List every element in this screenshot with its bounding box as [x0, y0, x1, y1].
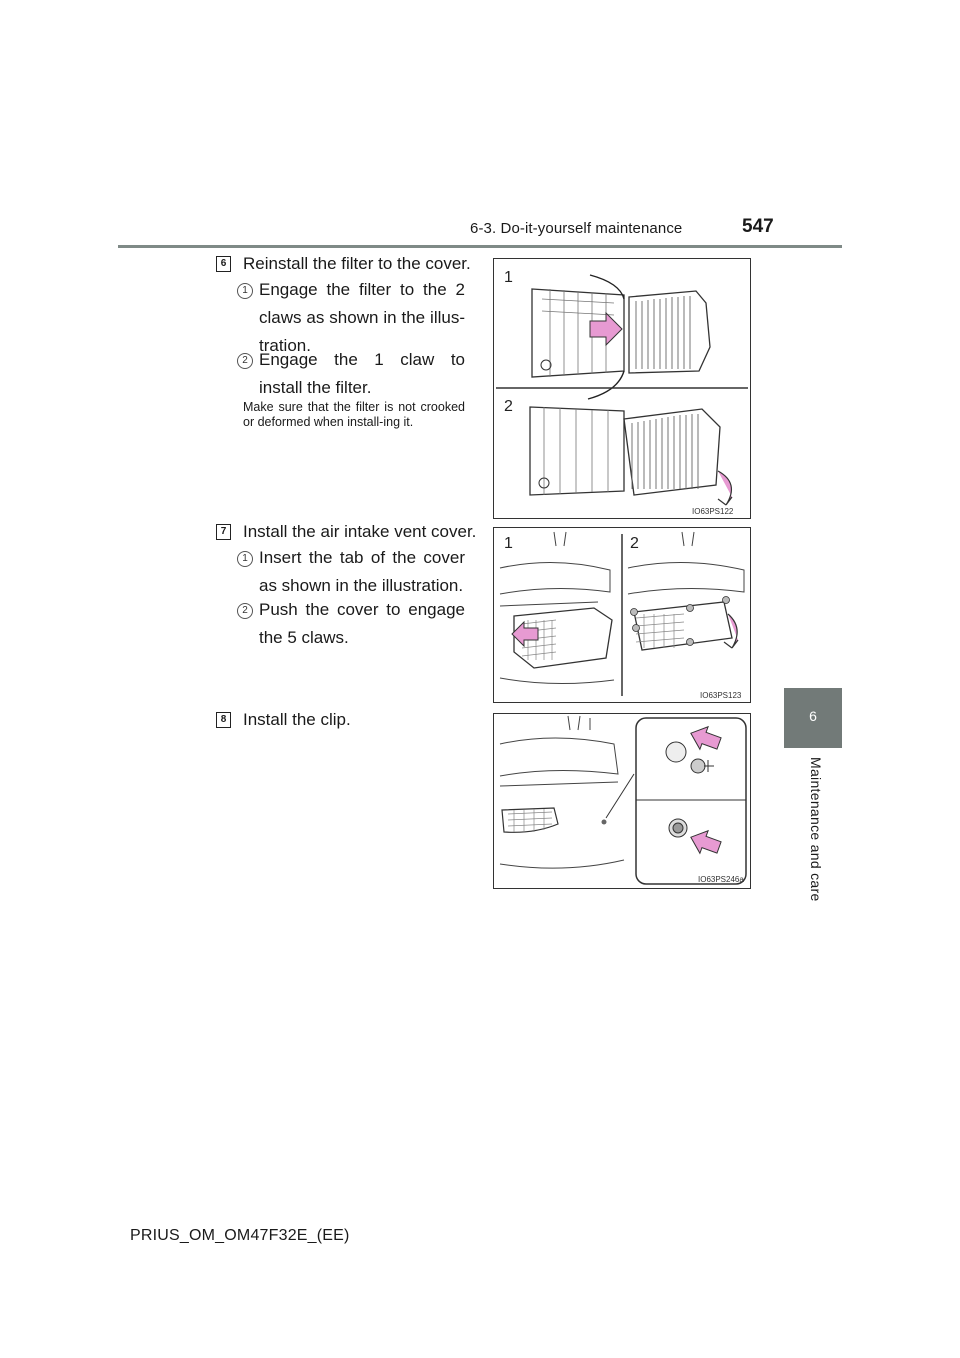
panel-label: 1	[504, 269, 513, 286]
step-title: Install the clip.	[243, 710, 351, 729]
document-id: PRIUS_OM_OM47F32E_(EE)	[130, 1227, 350, 1244]
page-number: 547	[742, 216, 774, 237]
sub-step-text: Push the cover to engage the 5 claws.	[259, 600, 465, 647]
step-number-badge: 7	[216, 524, 231, 540]
filter-install-illustration	[494, 259, 750, 518]
figure-vent-cover	[493, 527, 751, 703]
step-note: Make sure that the filter is not crooked or deformed when install-ing it.	[243, 400, 465, 429]
figure-clip-install	[493, 713, 751, 889]
chapter-tab[interactable]	[784, 688, 842, 748]
sub-step-number: 1	[237, 551, 253, 567]
panel-label: 2	[504, 398, 513, 415]
figure-code: IO63PS246a	[698, 875, 744, 884]
header-rule	[118, 245, 842, 248]
sub-step-text: Insert the tab of the cover as shown in the illustration.	[259, 548, 465, 595]
clip-install-illustration	[494, 714, 750, 888]
sub-step-text: Engage the 1 claw to install the filter.	[259, 350, 465, 397]
step-number-badge: 8	[216, 712, 231, 728]
sub-step-number: 1	[237, 283, 253, 299]
chapter-number: 6	[809, 708, 817, 724]
step-number-badge: 6	[216, 256, 231, 272]
figure-code: IO63PS123	[700, 691, 742, 700]
step-title: Install the air intake vent cover.	[243, 522, 477, 541]
figure-filter-install	[493, 258, 751, 519]
sub-step-number: 2	[237, 603, 253, 619]
figure-code: IO63PS122	[692, 507, 734, 516]
step-title: Reinstall the filter to the cover.	[243, 254, 471, 273]
panel-label: 2	[630, 535, 639, 552]
sub-step-text: Engage the filter to the 2 claws as shown in the illus-tration.	[259, 280, 465, 355]
vent-cover-illustration	[494, 528, 750, 702]
section-title: 6-3. Do-it-yourself maintenance	[470, 220, 683, 237]
sub-step-number: 2	[237, 353, 253, 369]
panel-label: 1	[504, 535, 513, 552]
chapter-label: Maintenance and care	[808, 757, 824, 902]
